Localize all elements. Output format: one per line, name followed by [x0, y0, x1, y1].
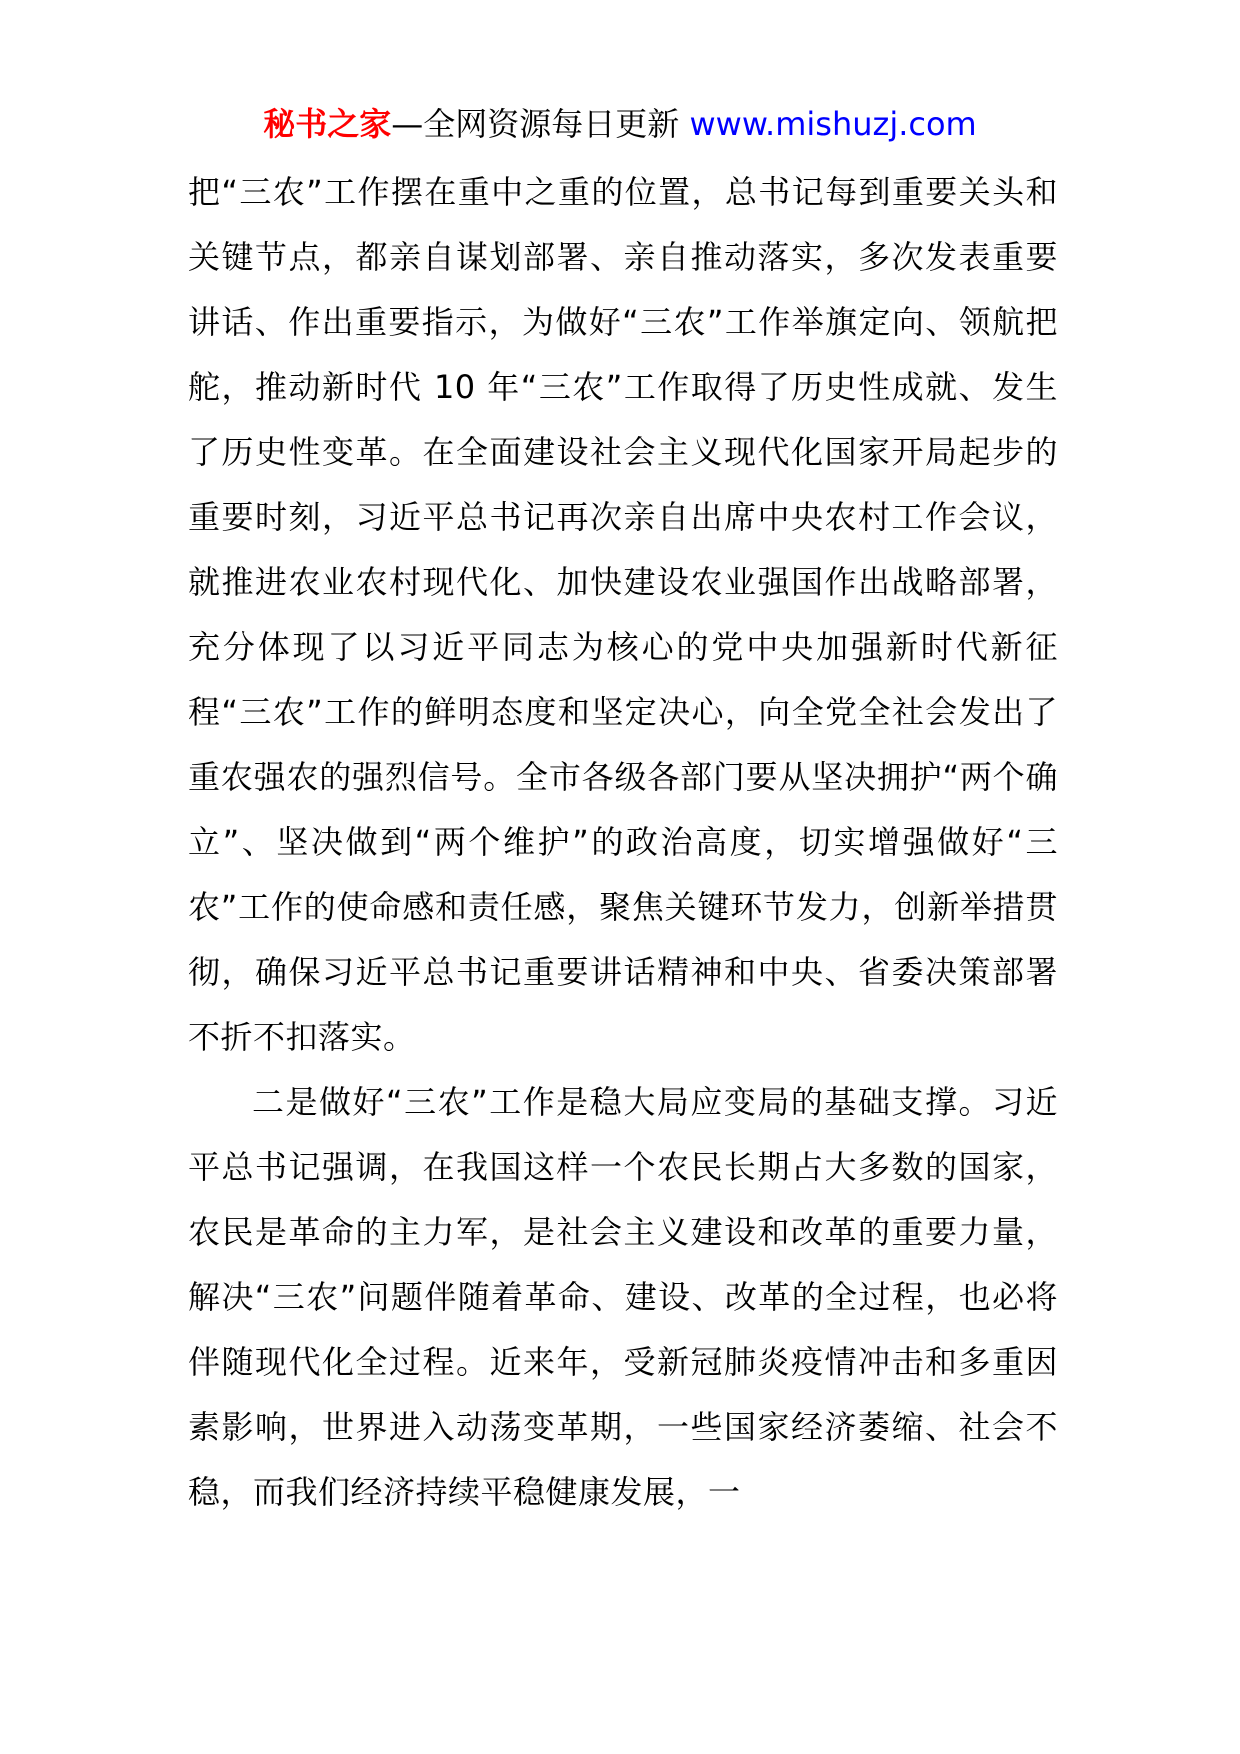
header-slogan: —全网资源每日更新 — [391, 105, 680, 143]
brand-name: 秘书之家 — [263, 105, 392, 143]
document-body — [188, 160, 1058, 1525]
paragraph: 二是做好“三农”工作是稳大局应变局的基础支撑。习近平总书记强调，在我国这样一个农民长期占大多数的国家，农民是革命的主力军，是社会主义建设和改革的重要力量，解决“三农”问题伴随着革命、建设、改革的全过程，也必将伴随现代化全过程。近来年，受新冠肺炎疫情冲击和多重因素影响，世界进入动荡变革期，一些国家经济萎缩、社会不稳，而我们经济持续平稳健康发展，一 — [188, 1083, 1058, 1511]
paragraph: 把“三农”工作摆在重中之重的位置，总书记每到重要关头和关键节点，都亲自谋划部署、亲自推动落实，多次发表重要讲话、作出重要指示，为做好“三农”工作举旗定向、领航把舵，推动新时代 10 年“三农”工作取得了历史性成就、发生了历史性变革。在全面建设社会主义现代化国家开局起步的重要时刻，习近平总书记再次亲自出席中央农村工作会议，就推进农业农村现代化、加快建设农业强国作出战略部署，充分体现了以习近平同志为核心的党中央加强新时代新征程“三农”工作的鲜明态度和坚定决心，向全党全社会发出了重农强农的强烈信号。全市各级各部门要从坚决拥护“两个确立”、坚决做到“两个维护”的政治高度，切实增强做好“三农”工作的使命感和责任感，聚焦关键环节发力，创新举措贯彻，确保习近平总书记重要讲话精神和中央、省委决策部署不折不扣落实。 — [188, 173, 1058, 1056]
page-header — [0, 100, 1240, 148]
website-link[interactable]: www.mishuzj.com — [689, 105, 977, 143]
